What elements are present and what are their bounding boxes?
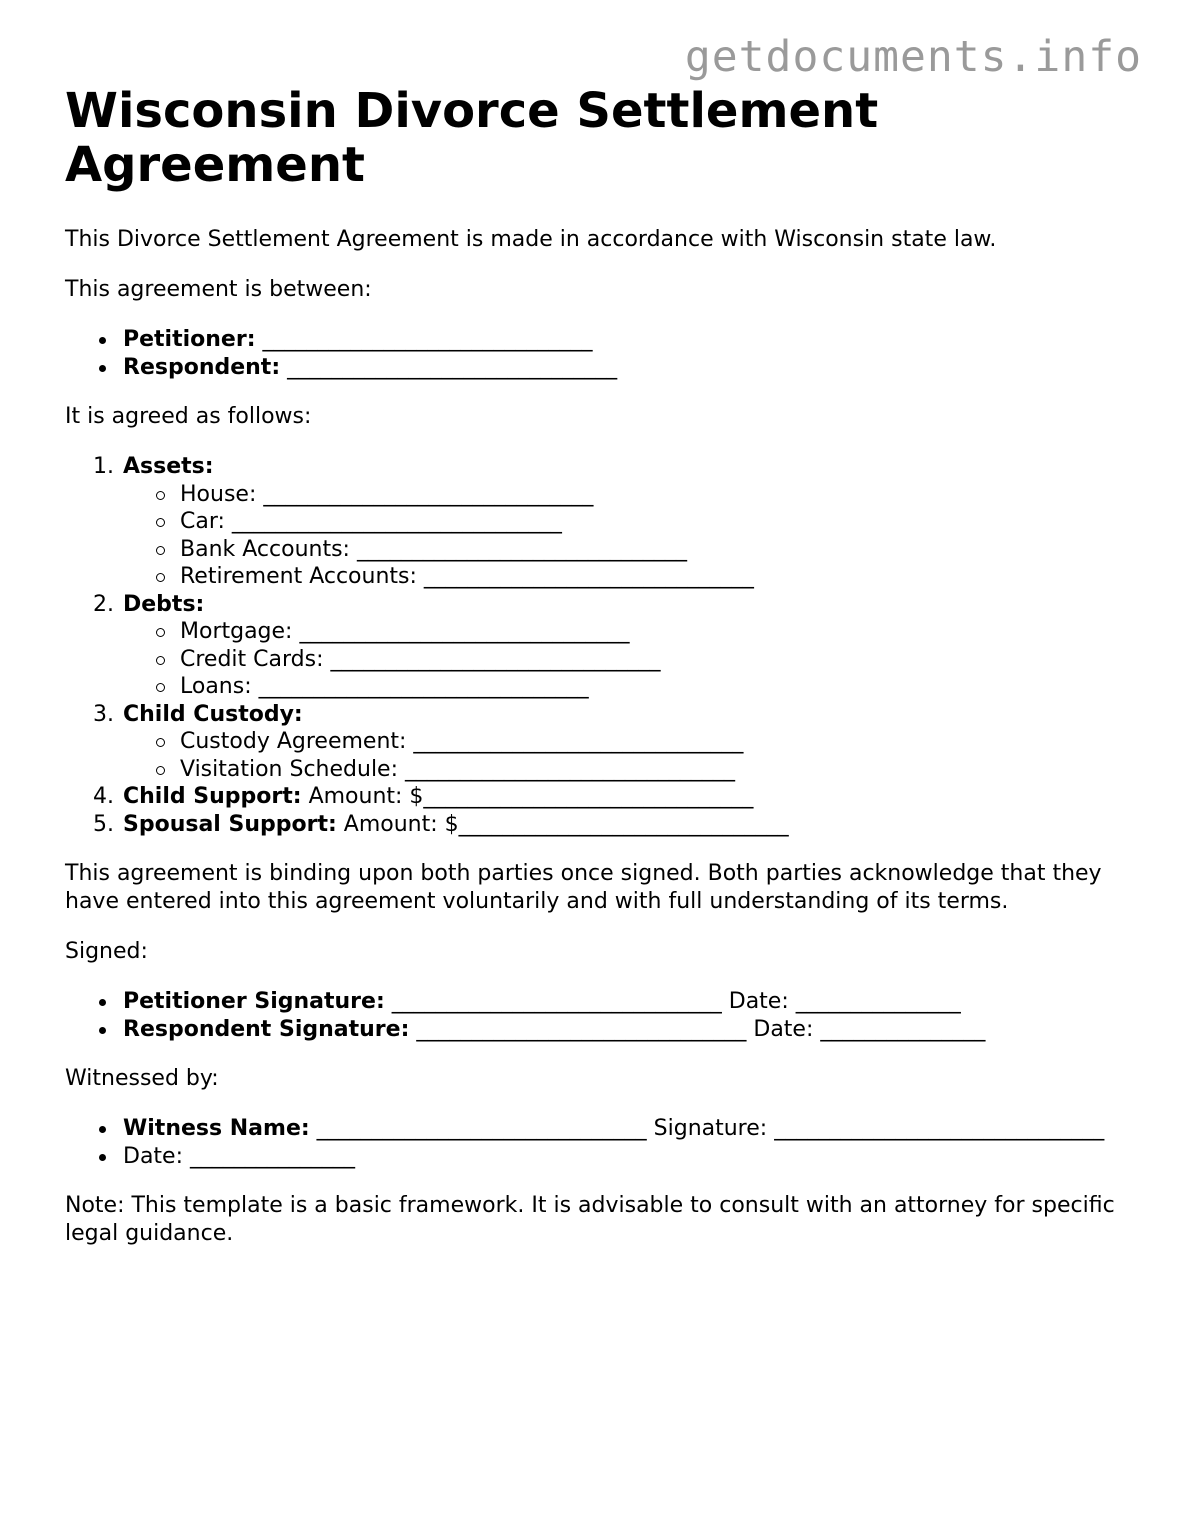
section-label: Spousal Support:	[123, 811, 337, 837]
list-item: House: ______________________________	[123, 481, 1125, 509]
section-assets	[65, 453, 1125, 591]
list-item: Mortgage: ______________________________	[123, 618, 1125, 646]
section-custody	[65, 701, 1125, 784]
party-blank: ______________________________	[262, 327, 593, 352]
section-spousal-support	[65, 811, 1125, 839]
party-label: Respondent:	[123, 354, 281, 380]
party-petitioner	[65, 326, 1125, 354]
debts-list	[123, 618, 1125, 701]
watermark: getdocuments.info	[684, 32, 1142, 82]
terms-list	[65, 453, 1125, 838]
signatures-list	[65, 988, 1125, 1043]
witness-name-blank: ______________________________ Signature: ______________________________	[316, 1116, 1105, 1141]
document-page	[65, 84, 1125, 1248]
section-label: Child Support:	[123, 784, 302, 809]
section-label: Debts:	[123, 591, 205, 617]
signature-label: Respondent Signature:	[123, 1016, 410, 1042]
signature-label: Petitioner Signature:	[123, 989, 385, 1014]
note-paragraph: Note: This template is a basic framework. It is advisable to consult with an attorney for specific legal guidance.	[65, 1193, 1115, 1246]
section-label: Assets:	[123, 454, 214, 479]
section-child-support	[65, 783, 1125, 811]
section-number: 2.	[93, 591, 114, 617]
section-text: Amount: $______________________________	[308, 784, 754, 809]
custody-list	[123, 728, 1125, 783]
witness-list	[65, 1115, 1125, 1170]
signature-blank: ______________________________ Date: _______________	[391, 989, 961, 1014]
section-number: 4.	[93, 784, 114, 809]
party-respondent	[65, 354, 1125, 382]
section-number: 1.	[93, 454, 114, 479]
signature-blank: ______________________________ Date: _______________	[416, 1016, 986, 1042]
signature-petitioner	[65, 988, 1125, 1016]
section-debts	[65, 591, 1125, 701]
section-number: 5.	[93, 811, 114, 837]
between-label: This agreement is between:	[65, 277, 372, 302]
section-label: Child Custody:	[123, 701, 303, 727]
section-number: 3.	[93, 701, 114, 727]
party-blank: ______________________________	[287, 354, 618, 380]
list-item: Retirement Accounts: ______________________________	[123, 563, 1125, 591]
list-item: Visitation Schedule: ______________________________	[123, 756, 1125, 784]
list-item: Car: ______________________________	[123, 508, 1125, 536]
list-item: Loans: ______________________________	[123, 673, 1125, 701]
intro-paragraph: This Divorce Settlement Agreement is made in accordance with Wisconsin state law.	[65, 227, 997, 252]
list-item: Credit Cards: ______________________________	[123, 646, 1125, 674]
witness-date-item: Date: _______________	[65, 1143, 1125, 1171]
parties-list	[65, 326, 1125, 381]
list-item: Bank Accounts: ______________________________	[123, 536, 1125, 564]
section-text: Amount: $______________________________	[343, 811, 789, 837]
party-label: Petitioner:	[123, 327, 256, 352]
document-title: Wisconsin Divorce Settlement Agreement	[65, 83, 879, 193]
binding-paragraph: This agreement is binding upon both parties once signed. Both parties acknowledge that they have entered into this agreement voluntarily and with full understanding of its terms.	[65, 861, 1102, 914]
witness-name-label: Witness Name:	[123, 1116, 310, 1141]
signature-respondent	[65, 1016, 1125, 1044]
assets-list	[123, 481, 1125, 591]
signed-label: Signed:	[65, 939, 148, 964]
agreed-label: It is agreed as follows:	[65, 404, 312, 429]
list-item: Custody Agreement: ______________________________	[123, 728, 1125, 756]
witness-name-item	[65, 1115, 1125, 1143]
witnessed-label: Witnessed by:	[65, 1066, 219, 1091]
